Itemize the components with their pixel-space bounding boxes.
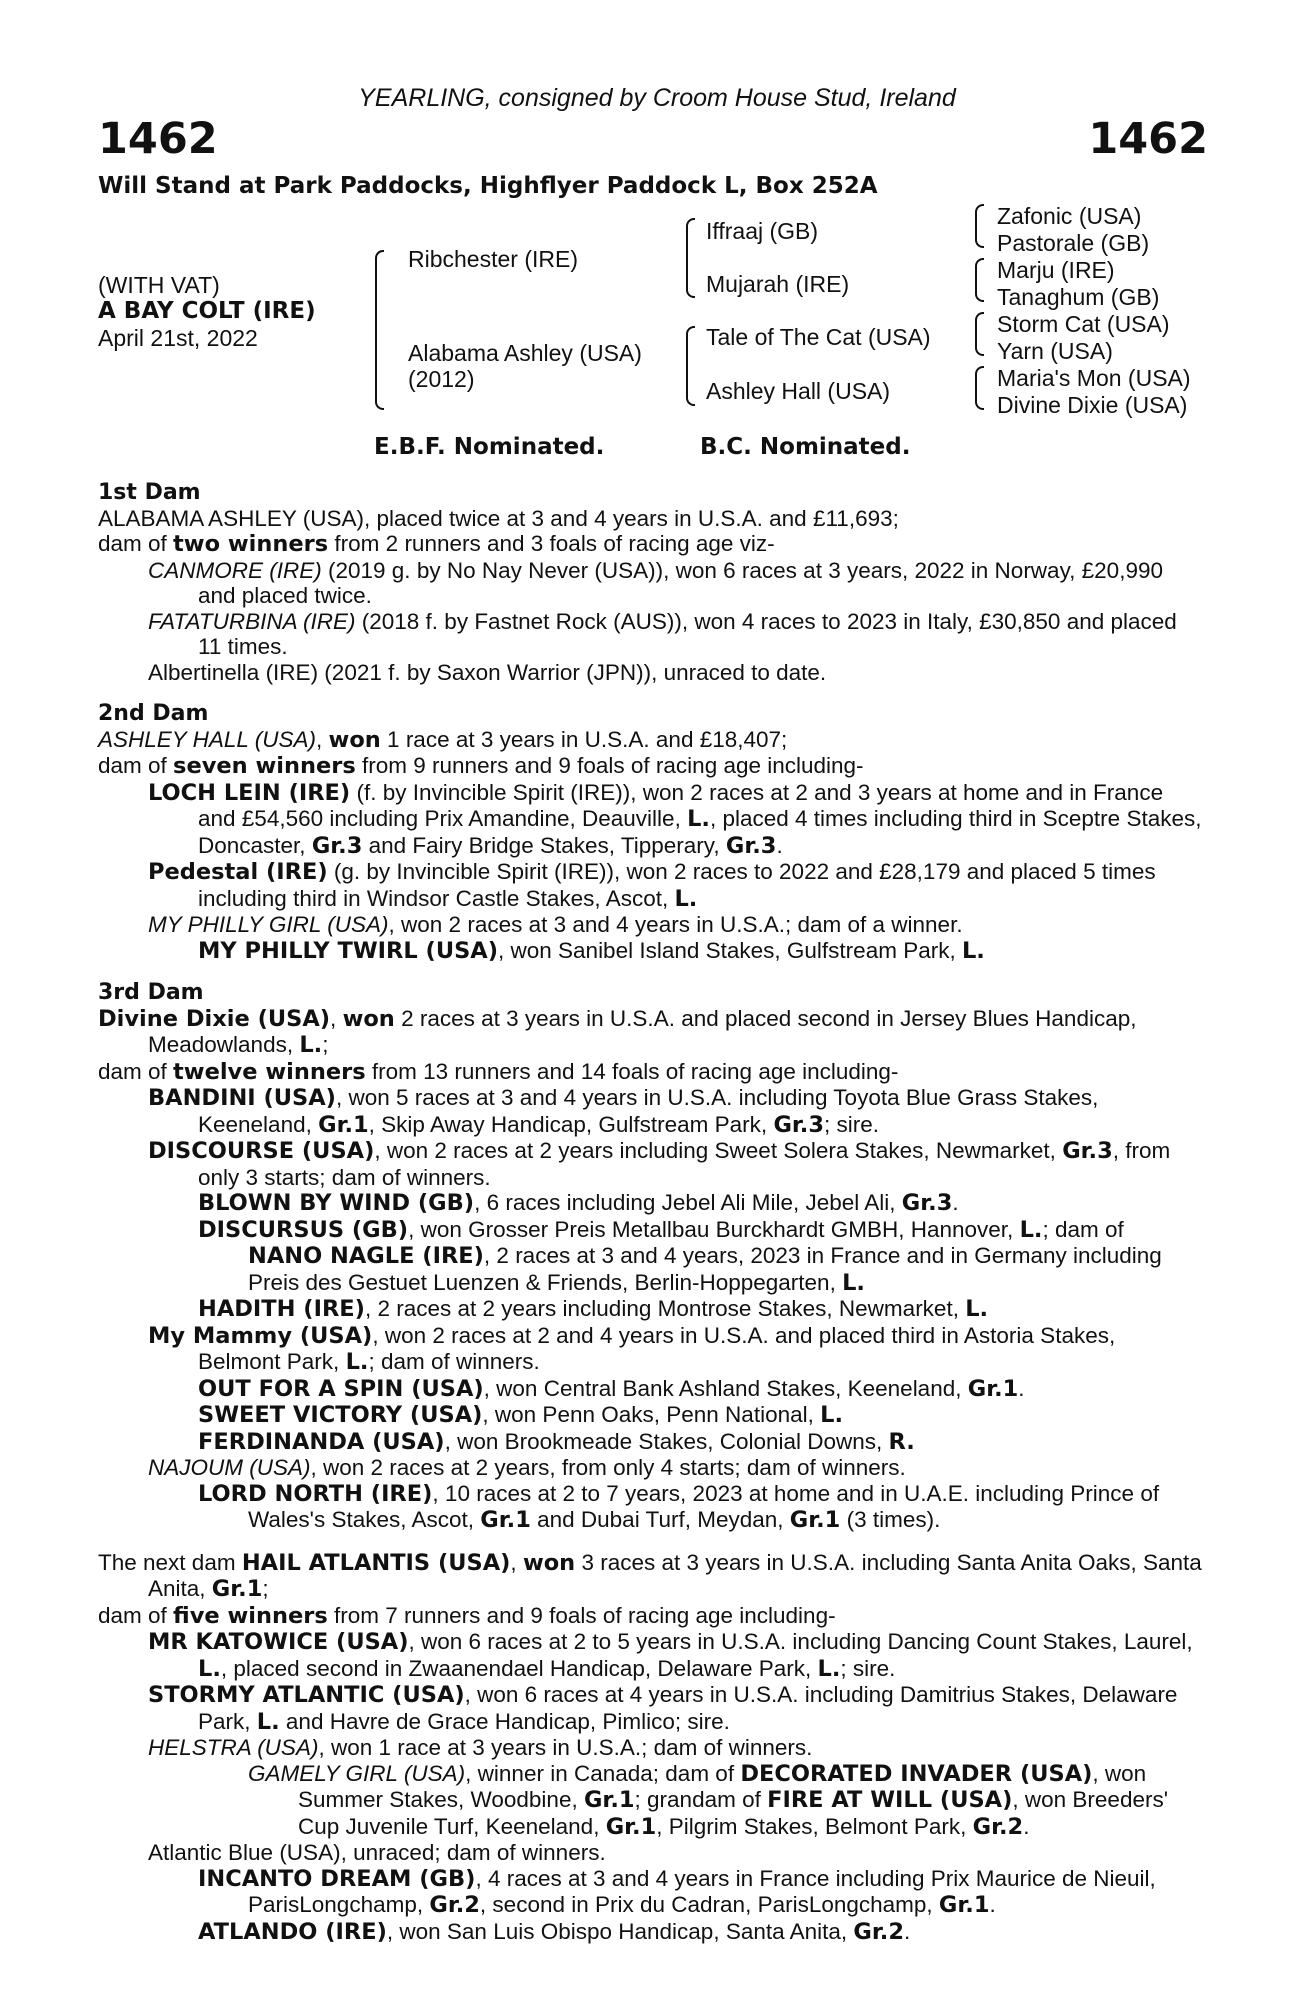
text-run: Albertinella (IRE) (2021 f. by Saxon Warrior (JPN)), unraced to date. [148,659,827,685]
text-run: from 2 runners and 3 foals of racing age viz- [328,531,775,556]
next-dam-section [98,1550,1203,1946]
text-run: Gr.1 [480,1507,531,1533]
text-run: The next dam [98,1549,242,1575]
text-run: , won 2 races at 2 years, from only 4 starts; dam of winners. [310,1455,906,1480]
ancestor-7: Maria's Mon (USA) [997,365,1191,391]
bc-nomination: B.C. Nominated. [700,434,911,460]
section-heading: 1st Dam [98,480,201,505]
text-run: , [330,1005,343,1031]
produce-entry [98,1323,1203,1376]
text-run: . [776,832,783,858]
ancestor-8: Divine Dixie (USA) [997,392,1188,418]
sire-brace [686,218,695,298]
text-run: MR KATOWICE (USA) [148,1629,409,1655]
text-run: Divine Dixie (USA) [98,1005,331,1032]
text-run: My Mammy (USA) [148,1322,373,1349]
text-run: HAIL ATLANTIS (USA) [241,1549,511,1576]
grand-produce-entry [98,1429,1203,1456]
g-brace-4 [975,366,984,410]
text-run: ; sire. [840,1655,896,1681]
produce-entry [98,660,1203,686]
lot-number-right: 1462 [1088,114,1208,164]
dam-summary [98,506,1203,532]
text-run: Gr.2 [853,1918,904,1945]
grand-produce-entry [98,1376,1203,1403]
text-run: OUT FOR A SPIN (USA) [198,1375,484,1402]
text-run: seven winners [173,753,356,779]
text-run: , Skip Away Handicap, Gulfstream Park, [368,1111,774,1137]
text-run: BLOWN BY WIND (GB) [198,1190,475,1216]
text-run: Gr.3 [1062,1138,1113,1164]
text-run: Gr.1 [967,1375,1019,1402]
text-run: , won Sanibel Island Stakes, Gulfstream Park, [498,937,962,963]
text-run: two winners [173,531,329,557]
text-run: SWEET VICTORY (USA) [198,1402,483,1428]
first-dam-section [98,480,1203,685]
text-run: ATLANDO (IRE) [198,1918,387,1945]
text-run: (2018 f. by Fastnet Rock (AUS)), won 4 races to 2023 in Italy, £30,850 and placed 11 times. [198,608,1177,659]
stabling-line: Will Stand at Park Paddocks, Highflyer Paddock L, Box 252A [98,173,878,199]
text-run: FIRE AT WILL (USA) [767,1787,1013,1813]
text-run: FERDINANDA (USA) [198,1428,445,1455]
grand-produce-entry [98,1866,1203,1919]
text-run: , from only 3 starts; dam of winners. [198,1138,1171,1190]
grand-produce-entry [98,1296,1203,1323]
text-run: BANDINI (USA) [148,1085,336,1111]
text-run: . [1018,1375,1025,1401]
text-run: ; dam of winners. [368,1349,540,1374]
text-run: . [903,1918,911,1944]
ancestor-1: Zafonic (USA) [997,203,1142,229]
third-dam-section [98,980,1203,1534]
text-run: (3 times). [840,1507,941,1532]
text-run: HADITH (IRE) [198,1296,365,1322]
text-run: dam of [98,1058,174,1084]
text-run: , [316,726,329,752]
grand-produce-entry [98,1217,1203,1297]
catalogue-body [98,480,1203,1945]
text-run: L. [299,1032,323,1058]
section-heading: 3rd Dam [98,980,204,1005]
grand-produce-entry [98,1190,1203,1217]
dam-year: (2012) [408,366,475,392]
text-run: . [1023,1813,1030,1839]
text-run: R. [888,1428,915,1455]
text-run: , won Central Bank Ashland Stakes, Keeneland, [483,1375,968,1401]
text-run: . [989,1892,996,1917]
grand-produce-entry [98,1402,1203,1429]
ebf-nomination: E.B.F. Nominated. [374,434,605,460]
dam-dam: Ashley Hall (USA) [706,378,891,404]
produce-entry [98,1840,1203,1866]
dam-brace [686,326,695,406]
text-run: Atlantic Blue (USA), unraced; dam of winners. [148,1840,606,1865]
text-run: Gr.3 [773,1111,824,1138]
sire-name: Ribchester (IRE) [408,246,578,272]
consignment-line: YEARLING, consigned by Croom House Stud, Ireland [358,84,956,112]
text-run: Gr.1 [605,1813,657,1840]
text-run: L. [345,1349,369,1375]
text-run: dam of [98,1602,174,1628]
text-run: LOCH LEIN (IRE) [148,779,351,806]
text-run: , won Breeders' Cup Juvenile Turf, Keeneland, [298,1787,1169,1839]
text-run: , won 5 races at 3 and 4 years in U.S.A. including Toyota Blue Grass Stakes, Keeneland, [198,1085,1099,1137]
text-run: , won 2 races at 2 and 4 years in U.S.A. and placed third in Astoria Stakes, Belmont Park, [198,1322,1116,1374]
text-run: ; sire. [824,1111,880,1137]
text-run: (2019 g. by No Nay Never (USA)), won 6 races at 3 years, 2022 in Norway, £20,990 and placed twice. [198,557,1163,608]
text-run: Gr.2 [429,1892,480,1918]
text-run: FATATURBINA (IRE) [148,608,356,634]
text-run: STORMY ATLANTIC (USA) [148,1682,465,1708]
text-run: (g. by Invincible Spirit (IRE)), won 2 races to 2022 and £28,179 and placed 5 times including third in Windsor Castle Stakes, Ascot, [198,859,1156,911]
text-run: GAMELY GIRL (USA) [248,1760,466,1786]
produce-entry [98,1085,1203,1138]
text-run: 2 races at 3 years in U.S.A. and placed second in Jersey Blues Handicap, Meadowlands, [148,1005,1137,1057]
text-run: from 7 runners and 9 foals of racing age including- [327,1602,836,1628]
ancestor-5: Storm Cat (USA) [997,311,1170,337]
produce-entry [98,558,1203,609]
grand-produce-entry [98,1919,1203,1946]
text-run: LORD NORTH (IRE) [198,1480,433,1507]
text-run: INCANTO DREAM (GB) [198,1865,476,1892]
text-run: , 2 races at 3 and 4 years, 2023 in France and in Germany including Preis des Gestuet Luenzen & Friends, Berlin-Hoppegarten, [248,1243,1162,1295]
dam-summary [98,727,1203,754]
grand-produce-entry [98,1481,1203,1534]
dam-produce-summary [98,753,1203,780]
text-run: , placed 4 times including third in Sceptre Stakes, Doncaster, [198,806,1202,858]
grand-produce-entry [98,1761,1203,1841]
text-run: MY PHILLY GIRL (USA) [148,912,389,937]
text-run: DECORATED INVADER (USA) [740,1760,1093,1787]
text-run: , winner in Canada; dam of [465,1760,741,1786]
second-dam-section [98,701,1203,964]
text-run: dam of [98,531,174,556]
produce-entry [98,859,1203,912]
g-brace-2 [975,258,984,302]
section-heading: 2nd Dam [98,701,209,726]
text-run: from 9 runners and 9 foals of racing age including- [355,753,864,778]
text-run: , won 2 races at 2 years including Sweet Solera Stakes, Newmarket, [374,1138,1063,1163]
text-run: , won 6 races at 4 years in U.S.A. including Damitrius Stakes, Delaware Park, [198,1682,1178,1734]
produce-entry [98,1138,1203,1190]
text-run: Gr.3 [901,1190,953,1216]
dam-summary [98,1550,1203,1603]
text-run: 1 race at 3 years in U.S.A. and £18,407; [380,726,788,752]
text-run: Gr.1 [211,1576,263,1602]
text-run: Gr.1 [789,1507,841,1533]
produce-entry [98,1629,1203,1682]
produce-entry [98,609,1203,660]
text-run: (f. by Invincible Spirit (IRE)), won 2 races at 2 and 3 years at home and in France and £54,560 including Prix Amandine, Deauville, [198,779,1164,831]
ancestor-2: Pastorale (GB) [997,230,1150,256]
dam-name: Alabama Ashley (USA) [408,340,642,366]
text-run: NANO NAGLE (IRE) [248,1243,484,1269]
text-run: twelve winners [173,1058,366,1085]
text-run: , 10 races at 2 to 7 years, 2023 at home and in U.A.E. including Prince of Wales's Stakes, Ascot, [248,1480,1160,1532]
text-run: , won Penn Oaks, Penn National, [482,1402,821,1427]
text-run: , Pilgrim Stakes, Belmont Park, [656,1813,973,1839]
text-run: L. [1019,1216,1043,1243]
text-run: ; grandam of [634,1787,768,1812]
text-run: DISCURSUS (GB) [198,1216,409,1243]
text-run: , won 6 races at 2 to 5 years in U.S.A. including Dancing Count Stakes, Laurel, [408,1629,1193,1654]
text-run: , second in Prix du Cadran, ParisLongchamp, [479,1892,939,1917]
ancestor-6: Yarn (USA) [997,338,1113,364]
text-run: NAJOUM (USA) [148,1455,311,1480]
text-run: ; [322,1032,329,1057]
produce-entry [98,912,1203,938]
text-run: L. [198,1655,221,1682]
text-run: , 2 races at 2 years including Montrose Stakes, Newmarket, [364,1296,966,1321]
ancestor-4: Tanaghum (GB) [997,284,1160,310]
produce-entry [98,1735,1203,1761]
text-run: , 4 races at 3 and 4 years in France including Prix Maurice de Nieuil, ParisLongchamp, [248,1865,1156,1917]
text-run: won [342,1005,395,1032]
vat-note: (WITH VAT) [98,272,220,298]
sire-sire: Iffraaj (GB) [706,218,819,244]
text-run: L. [820,1402,843,1428]
sire-dam: Mujarah (IRE) [706,271,850,297]
g-brace-3 [975,312,984,356]
text-run: L. [842,1269,865,1296]
produce-entry [98,1455,1203,1481]
grand-produce-entry [98,938,1203,965]
text-run: ; [262,1576,269,1601]
text-run: Gr.1 [318,1111,369,1138]
text-run: L. [687,806,710,832]
text-run: Gr.2 [972,1813,1024,1840]
text-run: , won Grosser Preis Metallbau Burckhardt GMBH, Hannover, [408,1216,1020,1242]
text-run: , [510,1549,523,1575]
text-run: five winners [173,1602,328,1629]
subject-brace [375,250,384,410]
text-run: , won 2 races at 3 and 4 years in U.S.A.; dam of a winner. [388,912,963,937]
text-run: Pedestal (IRE) [148,859,328,885]
text-run: won [328,726,381,753]
dam-produce-summary [98,531,1203,558]
text-run: Gr.3 [725,832,777,859]
subject-name: A BAY COLT (IRE) [98,298,316,324]
ancestor-3: Marju (IRE) [997,257,1115,283]
text-run: L. [674,885,698,912]
text-run: L. [817,1655,841,1682]
text-run: ASHLEY HALL (USA) [98,726,317,752]
text-run: ; dam of [1042,1216,1124,1242]
text-run: 3 races at 3 years in U.S.A. including Santa Anita Oaks, Santa Anita, [148,1549,1202,1601]
text-run: won [522,1549,576,1576]
dam-summary [98,1006,1203,1059]
text-run: L. [965,1296,989,1322]
text-run: , placed second in Zwaanendael Handicap, Delaware Park, [220,1655,818,1681]
text-run: L. [256,1708,280,1735]
text-run: , 6 races including Jebel Ali Mile, Jebel Ali, [474,1190,902,1215]
produce-entry [98,1682,1203,1735]
text-run: and Fairy Bridge Stakes, Tipperary, [362,832,726,858]
text-run: Gr.1 [583,1787,635,1813]
text-run: , won Brookmeade Stakes, Colonial Downs, [444,1428,889,1454]
lot-number-left: 1462 [98,114,218,164]
dam-produce-summary [98,1603,1203,1630]
text-run: , won Summer Stakes, Woodbine, [298,1760,1147,1812]
text-run: Gr.3 [311,832,363,859]
text-run: CANMORE (IRE) [148,557,322,583]
g-brace-1 [975,204,984,248]
text-run: L. [961,937,985,964]
text-run: . [952,1190,959,1215]
dam-sire: Tale of The Cat (USA) [706,324,931,350]
foaling-date: April 21st, 2022 [98,325,258,351]
produce-entry [98,780,1203,860]
text-run: dam of [98,753,174,778]
text-run: HELSTRA (USA) [148,1735,319,1760]
text-run: ALABAMA ASHLEY (USA), placed twice at 3 and 4 years in U.S.A. and £11,693; [98,505,899,531]
dam-produce-summary [98,1059,1203,1086]
text-run: from 13 runners and 14 foals of racing age including- [365,1058,899,1084]
text-run: , won 1 race at 3 years in U.S.A.; dam of winners. [318,1735,813,1760]
text-run: DISCOURSE (USA) [148,1138,375,1164]
text-run: , won San Luis Obispo Handicap, Santa Anita, [386,1918,854,1944]
text-run: Gr.1 [938,1892,990,1918]
text-run: MY PHILLY TWIRL (USA) [198,937,498,964]
text-run: and Dubai Turf, Meydan, [530,1507,790,1532]
text-run: and Havre de Grace Handicap, Pimlico; sire. [279,1708,730,1734]
